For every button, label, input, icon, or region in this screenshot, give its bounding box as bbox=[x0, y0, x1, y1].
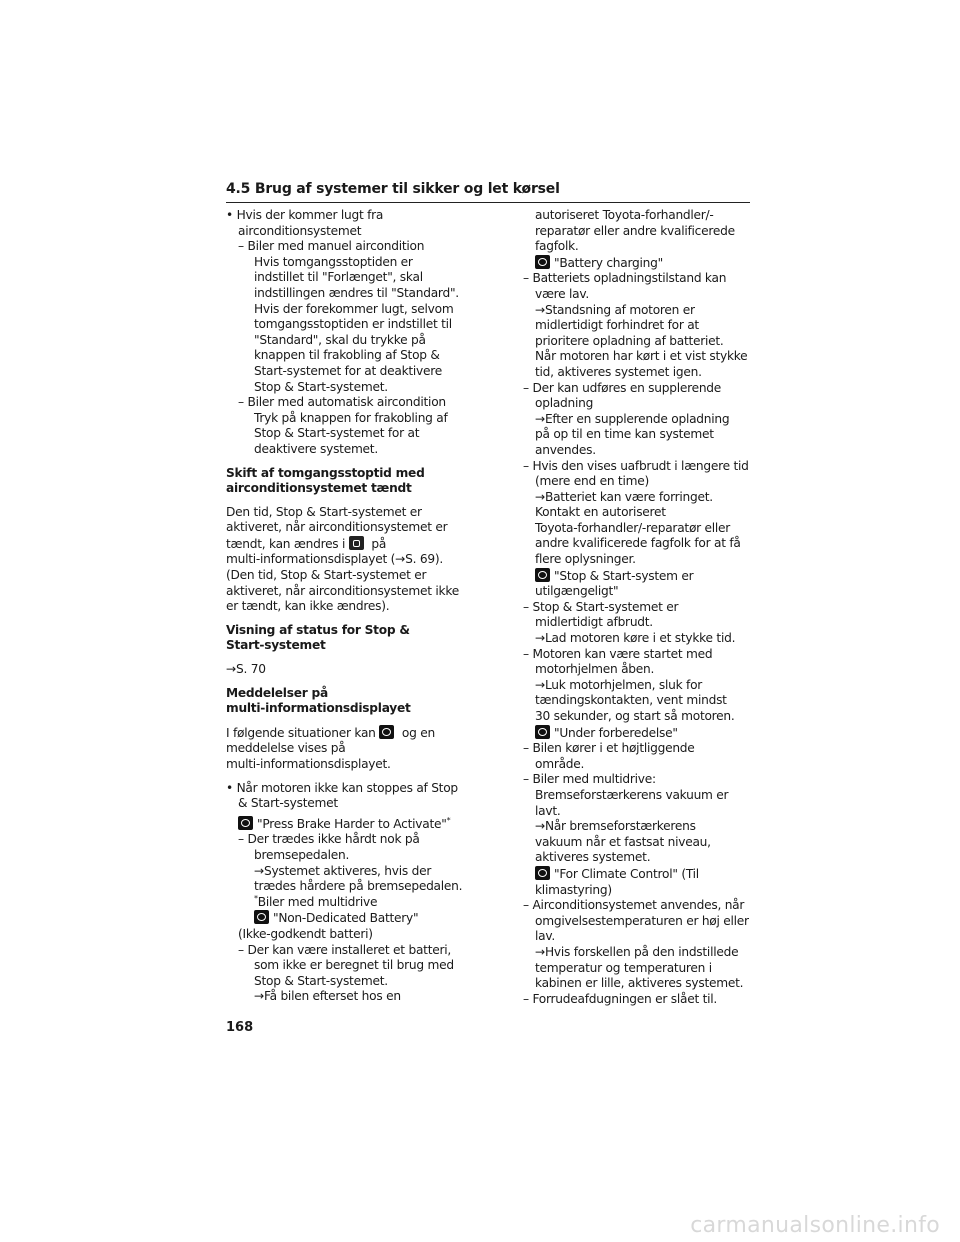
dash-text: – Biler med manuel aircondition bbox=[238, 239, 425, 254]
car-warning-icon bbox=[535, 725, 550, 739]
body-text: andre kvalificerede fagfolk for at få bbox=[535, 536, 741, 551]
body-text: Bremseforstærkerens vakuum er bbox=[535, 787, 729, 802]
car-warning-icon bbox=[238, 816, 253, 830]
body-text: →Luk motorhjelmen, sluk for bbox=[535, 677, 703, 692]
body-text: aktiveres systemet. bbox=[535, 850, 651, 865]
subheading: multi-informationsdisplayet bbox=[226, 701, 411, 716]
body-text: Tryk på knappen for frakobling af bbox=[254, 410, 448, 425]
body-text: kabinen er lille, aktiveres systemet. bbox=[535, 976, 744, 991]
dash-text: – Hvis den vises uafbrudt i længere tid bbox=[523, 458, 749, 473]
body-text: Stop & Start-systemet. bbox=[254, 973, 388, 988]
dash-text: – Batteriets opladningstilstand kan bbox=[523, 271, 727, 286]
body-text: →Standsning af motoren er bbox=[535, 302, 695, 317]
message-line bbox=[226, 816, 470, 833]
body-text: (mere end en time) bbox=[535, 474, 649, 489]
dash-text: – Der kan udføres en supplerende bbox=[523, 380, 722, 395]
dash-text: – Der kan være installeret et batteri, bbox=[238, 942, 451, 957]
body-text: 30 sekunder, og start så motoren. bbox=[535, 709, 735, 723]
body-text: aktiveret, når airconditionsystemet er bbox=[226, 520, 448, 535]
message-line bbox=[523, 255, 755, 272]
car-warning-icon bbox=[535, 866, 550, 880]
footnote-mark: * bbox=[254, 893, 258, 903]
left-column bbox=[226, 208, 470, 1005]
body-text: trædes hårdere på bremsepedalen. bbox=[254, 879, 463, 894]
bullet-text: & Start-systemet bbox=[238, 796, 338, 811]
body-text: →Efter en supplerende opladning bbox=[535, 411, 730, 426]
body-text: anvendes. bbox=[535, 442, 596, 457]
settings-icon bbox=[349, 536, 364, 550]
body-text: tændingskontakten, vent mindst bbox=[535, 693, 727, 708]
message-line bbox=[523, 866, 755, 883]
page-reference: →S. 70 bbox=[226, 662, 266, 677]
message-text: utilgængeligt" bbox=[535, 584, 619, 599]
body-text: flere oplysninger. bbox=[535, 552, 636, 567]
body-text: lav. bbox=[535, 929, 555, 944]
subheading: airconditionsystemet tændt bbox=[226, 481, 412, 496]
car-warning-icon bbox=[379, 725, 394, 739]
bullet-text: • Når motoren ikke kan stoppes af Stop bbox=[226, 780, 458, 795]
body-text: lavt. bbox=[535, 803, 561, 818]
body-text: reparatør eller andre kvalificerede bbox=[535, 223, 735, 238]
body-text: Hvis tomgangsstoptiden er bbox=[254, 254, 413, 269]
subheading: Meddelelser på bbox=[226, 685, 328, 700]
body-text: Stop & Start-systemet for at bbox=[254, 426, 420, 441]
body-text: meddelelse vises på bbox=[226, 741, 346, 756]
dash-text: – Airconditionsystemet anvendes, når bbox=[523, 898, 745, 913]
body-text: Start-systemet for at deaktivere bbox=[254, 363, 443, 378]
message-text: "Non-Dedicated Battery" bbox=[273, 911, 419, 926]
dash-text: – Bilen kører i et højtliggende bbox=[523, 741, 695, 756]
body-text: fagfolk. bbox=[535, 239, 579, 254]
body-text: I følgende situationer kan bbox=[226, 725, 376, 740]
message-line bbox=[226, 910, 470, 927]
dash-text: – Biler med multidrive: bbox=[523, 772, 656, 787]
body-text: tomgangsstoptiden er indstillet til bbox=[254, 317, 452, 332]
message-line bbox=[523, 725, 755, 742]
body-text: →Når bremseforstærkerens bbox=[535, 819, 696, 834]
dash-text: – Motoren kan være startet med bbox=[523, 646, 713, 661]
right-column bbox=[523, 208, 755, 1007]
dash-text: – Biler med automatisk aircondition bbox=[238, 395, 446, 410]
message-text: "For Climate Control" (Til bbox=[554, 866, 699, 881]
body-text: →Lad motoren køre i et stykke tid. bbox=[535, 631, 736, 646]
bullet-text: airconditionsystemet bbox=[238, 223, 362, 238]
body-text-line bbox=[226, 725, 470, 742]
body-text: (Den tid, Stop & Start-systemet er bbox=[226, 568, 427, 583]
body-text: bremsepedalen. bbox=[254, 847, 350, 862]
section-header bbox=[226, 178, 750, 203]
body-text: multi-informationsdisplayet (→S. 69). bbox=[226, 552, 443, 567]
body-text: Når motoren har kørt i et vist stykke bbox=[535, 349, 748, 364]
body-text: på op til en time kan systemet bbox=[535, 427, 714, 442]
body-text: →Hvis forskellen på den indstillede bbox=[535, 944, 739, 959]
subheading: Visning af status for Stop & bbox=[226, 622, 410, 637]
body-text: opladning bbox=[535, 396, 594, 411]
page-number: 168 bbox=[226, 1020, 254, 1035]
message-text: "Under forberedelse" bbox=[554, 725, 678, 740]
message-line bbox=[523, 568, 755, 585]
body-text: "Standard", skal du trykke på bbox=[254, 332, 426, 347]
body-text: knappen til frakobling af Stop & bbox=[254, 348, 440, 363]
body-text: og en bbox=[401, 725, 435, 740]
body-text: tid, aktiveres systemet igen. bbox=[535, 364, 702, 379]
footnote bbox=[226, 895, 470, 911]
message-text: "Stop & Start-system er bbox=[554, 568, 694, 583]
body-text: midlertidigt forhindret for at bbox=[535, 318, 699, 333]
body-text: →Systemet aktiveres, hvis der bbox=[254, 863, 432, 878]
message-text: (Ikke-godkendt batteri) bbox=[238, 926, 373, 941]
watermark: carmanualsonline.info bbox=[690, 1213, 940, 1238]
body-text: være lav. bbox=[535, 286, 590, 301]
dash-text: – Stop & Start-systemet er bbox=[523, 599, 679, 614]
body-text: omgivelsestemperaturen er høj eller bbox=[535, 913, 749, 928]
body-text: på bbox=[371, 536, 387, 551]
body-text-line bbox=[226, 536, 470, 553]
car-warning-icon bbox=[535, 255, 550, 269]
body-text: område. bbox=[535, 756, 585, 771]
message-text: "Battery charging" bbox=[554, 255, 663, 270]
body-text: →Få bilen efterset hos en bbox=[254, 989, 401, 1004]
body-text: midlertidigt afbrudt. bbox=[535, 615, 653, 630]
body-text: indstillet til "Forlænget", skal bbox=[254, 270, 423, 285]
body-text: som ikke er beregnet til brug med bbox=[254, 958, 454, 973]
footnote-text: Biler med multidrive bbox=[257, 894, 378, 909]
body-text: prioritere opladning af batteriet. bbox=[535, 333, 724, 348]
message-text: "Press Brake Harder to Activate" bbox=[257, 816, 447, 831]
body-text: Kontakt en autoriseret bbox=[535, 505, 666, 520]
dash-text: – Forrudeafdugningen er slået til. bbox=[523, 991, 718, 1006]
body-text: Stop & Start-systemet. bbox=[254, 379, 388, 394]
body-text: Hvis der forekommer lugt, selvom bbox=[254, 301, 454, 316]
body-text: temperatur og temperaturen i bbox=[535, 960, 712, 975]
message-text: klimastyring) bbox=[535, 882, 612, 897]
body-text: Den tid, Stop & Start-systemet er bbox=[226, 504, 422, 519]
subheading: Start-systemet bbox=[226, 638, 326, 653]
body-text: Toyota-forhandler/-reparatør eller bbox=[535, 520, 731, 535]
section-title: 4.5 Brug af systemer til sikker og let kørsel bbox=[226, 181, 560, 197]
body-text: deaktivere systemet. bbox=[254, 441, 378, 456]
body-text: tændt, kan ændres i bbox=[226, 536, 346, 551]
body-text: →Batteriet kan være forringet. bbox=[535, 489, 713, 504]
car-warning-icon bbox=[254, 910, 269, 924]
subheading: Skift af tomgangsstoptid med bbox=[226, 465, 425, 480]
body-text: autoriseret Toyota-forhandler/- bbox=[535, 208, 714, 222]
body-text: motorhjelmen åben. bbox=[535, 662, 655, 677]
footnote-mark: * bbox=[446, 815, 451, 825]
body-text: aktiveret, når airconditionsystemet ikke bbox=[226, 583, 459, 598]
dash-text: – Der trædes ikke hårdt nok på bbox=[238, 832, 420, 847]
body-text: multi-informationsdisplayet. bbox=[226, 757, 391, 771]
body-text: vakuum når et fastsat niveau, bbox=[535, 834, 711, 849]
bullet-text: • Hvis der kommer lugt fra bbox=[226, 208, 384, 222]
body-text: indstillingen ændres til "Standard". bbox=[254, 285, 459, 300]
body-text: er tændt, kan ikke ændres). bbox=[226, 599, 390, 614]
car-warning-icon bbox=[535, 568, 550, 582]
